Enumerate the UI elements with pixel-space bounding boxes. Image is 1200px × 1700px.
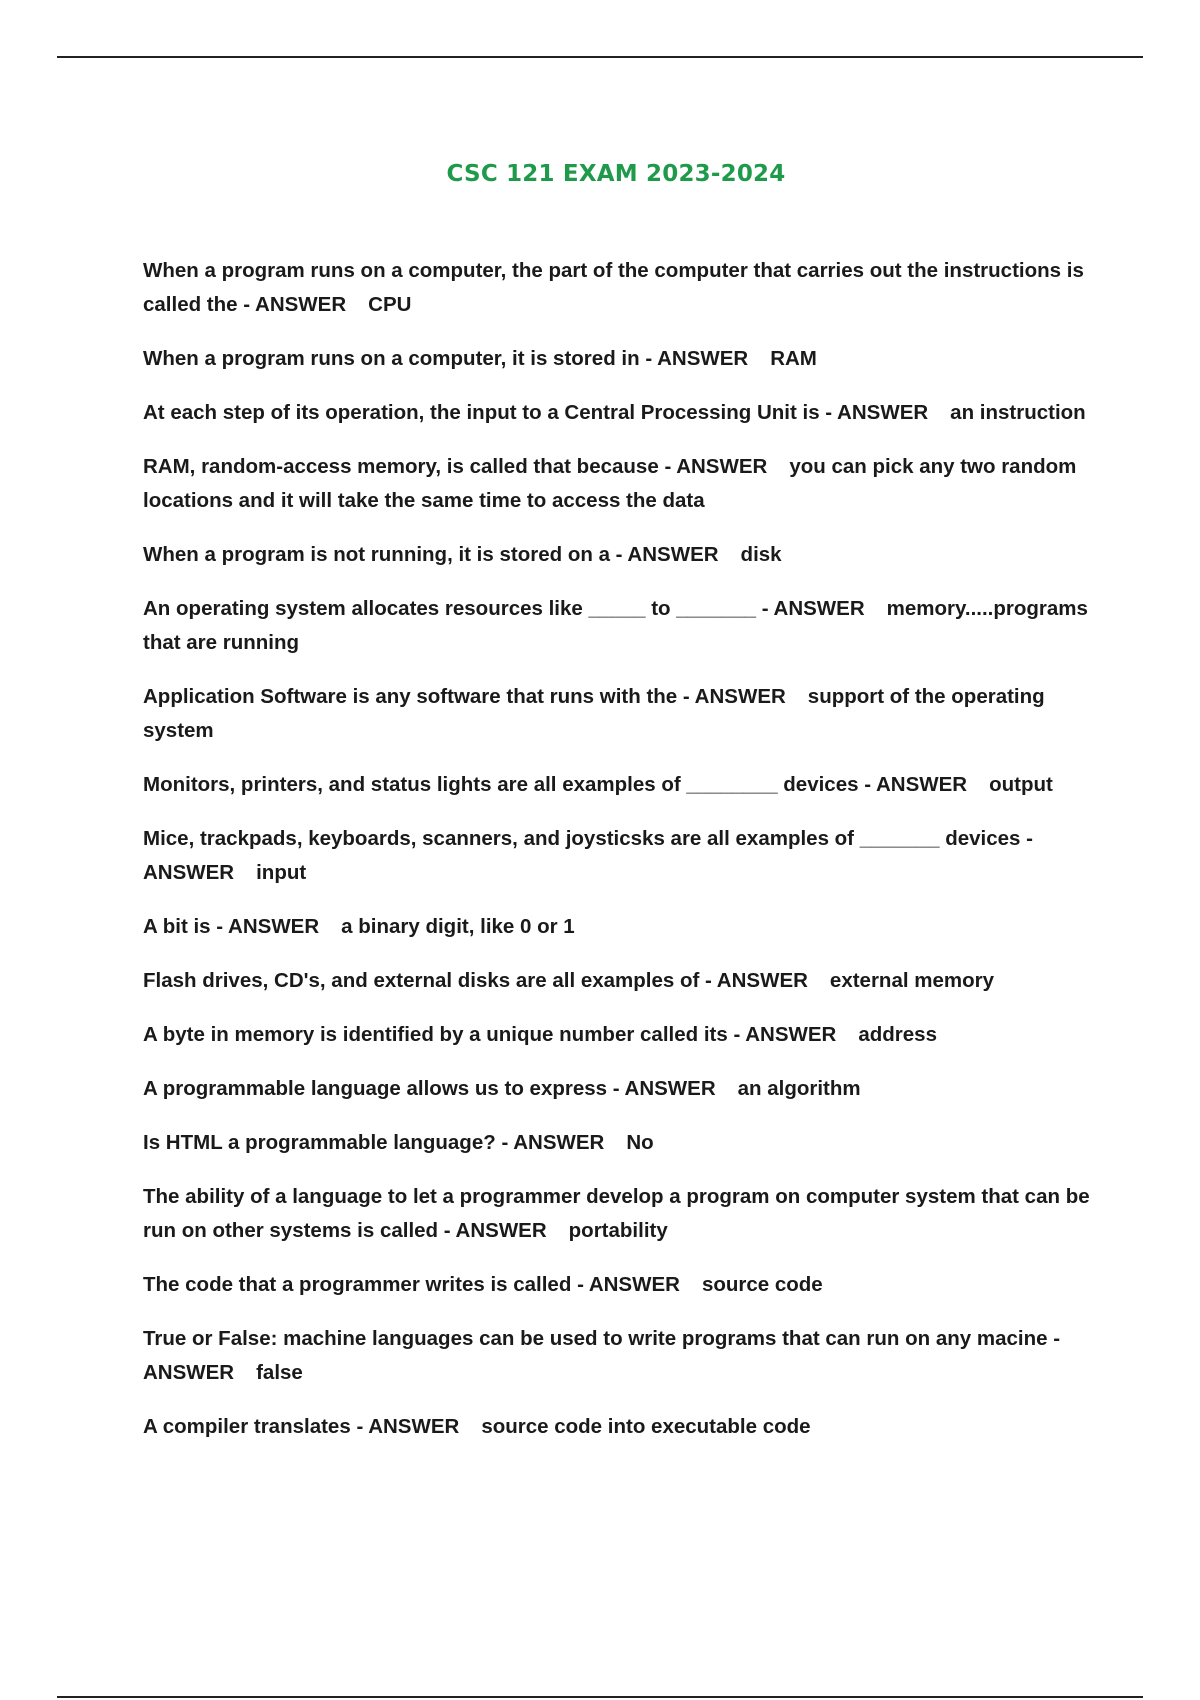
- answer-separator: - ANSWER: [733, 1023, 837, 1046]
- answer-separator: - ANSWER: [143, 1327, 1061, 1384]
- qa-item: [143, 822, 1103, 890]
- question-text: The ability of a language to let a programmer develop a program on computer system that can be run on other systems is called: [143, 1185, 1090, 1242]
- question-text: Is HTML a programmable language?: [143, 1131, 496, 1154]
- answer-text: an algorithm: [737, 1077, 861, 1100]
- question-text: A bit is: [143, 915, 211, 938]
- question-text: Application Software is any software that runs with the: [143, 685, 678, 708]
- footer-rule: [57, 1696, 1143, 1698]
- qa-item: [143, 254, 1103, 322]
- document-title: CSC 121 EXAM 2023-2024: [446, 161, 786, 188]
- answer-separator: - ANSWER: [243, 293, 347, 316]
- answer-text: input: [256, 861, 307, 884]
- answer-text: an instruction: [950, 401, 1086, 424]
- qa-item: [143, 592, 1103, 660]
- header-rule: [57, 56, 1143, 58]
- answer-text: support of the operating system: [143, 685, 1045, 742]
- question-text: When a program runs on a computer, it is stored in: [143, 347, 640, 370]
- qa-item: [143, 1322, 1103, 1390]
- answer-separator: - ANSWER: [443, 1219, 547, 1242]
- question-text: Mice, trackpads, keyboards, scanners, and joysticsks are all examples of _______ devices: [143, 827, 1021, 850]
- answer-separator: - ANSWER: [864, 773, 968, 796]
- answer-text: source code into executable code: [481, 1415, 811, 1438]
- question-text: True or False: machine languages can be used to write programs that can run on any macine: [143, 1327, 1048, 1350]
- answer-text: false: [256, 1361, 303, 1384]
- answer-separator: - ANSWER: [825, 401, 929, 424]
- answer-separator: - ANSWER: [615, 543, 719, 566]
- qa-item: [143, 1268, 1103, 1302]
- question-list: [143, 254, 1103, 1464]
- question-text: Flash drives, CD's, and external disks are all examples of: [143, 969, 700, 992]
- qa-item: [143, 538, 1103, 572]
- qa-item: [143, 450, 1103, 518]
- answer-text: source code: [701, 1273, 823, 1296]
- question-text: A byte in memory is identified by a unique number called its: [143, 1023, 728, 1046]
- answer-text: you can pick any two random locations and it will take the same time to access the data: [143, 455, 1077, 512]
- question-text: The code that a programmer writes is called: [143, 1273, 572, 1296]
- answer-text: memory.....programs that are running: [143, 597, 1088, 654]
- qa-item: [143, 1126, 1103, 1160]
- question-text: When a program is not running, it is stored on a: [143, 543, 610, 566]
- qa-item: [143, 1018, 1103, 1052]
- answer-separator: - ANSWER: [761, 597, 865, 620]
- question-text: An operating system allocates resources like _____ to _______: [143, 597, 757, 620]
- answer-separator: - ANSWER: [612, 1077, 716, 1100]
- answer-separator: - ANSWER: [682, 685, 786, 708]
- question-text: A compiler translates: [143, 1415, 351, 1438]
- answer-text: address: [858, 1023, 937, 1046]
- qa-item: [143, 680, 1103, 748]
- qa-item: [143, 342, 1103, 376]
- qa-item: [143, 1072, 1103, 1106]
- question-text: Monitors, printers, and status lights are all examples of ________ devices: [143, 773, 859, 796]
- answer-separator: - ANSWER: [577, 1273, 680, 1296]
- answer-text: disk: [740, 543, 782, 566]
- answer-separator: - ANSWER: [356, 1415, 460, 1438]
- qa-item: [143, 910, 1103, 944]
- qa-item: [143, 1180, 1103, 1248]
- answer-text: No: [626, 1131, 654, 1154]
- qa-item: [143, 396, 1103, 430]
- answer-text: RAM: [770, 347, 817, 370]
- answer-separator: - ANSWER: [664, 455, 768, 478]
- question-text: At each step of its operation, the input to a Central Processing Unit is: [143, 401, 820, 424]
- qa-item: [143, 964, 1103, 998]
- answer-separator: - ANSWER: [216, 915, 320, 938]
- answer-text: portability: [568, 1219, 668, 1242]
- answer-separator: - ANSWER: [645, 347, 749, 370]
- answer-text: output: [989, 773, 1053, 796]
- question-text: When a program runs on a computer, the part of the computer that carries out the instructions is called the: [143, 259, 1084, 316]
- answer-separator: - ANSWER: [705, 969, 808, 992]
- answer-text: a binary digit, like 0 or 1: [341, 915, 575, 938]
- answer-text: CPU: [368, 293, 412, 316]
- question-text: RAM, random-access memory, is called that because: [143, 455, 659, 478]
- answer-text: external memory: [829, 969, 995, 992]
- qa-item: [143, 1410, 1103, 1444]
- answer-separator: - ANSWER: [501, 1131, 605, 1154]
- answer-separator: - ANSWER: [143, 827, 1033, 884]
- question-text: A programmable language allows us to express: [143, 1077, 608, 1100]
- qa-item: [143, 768, 1103, 802]
